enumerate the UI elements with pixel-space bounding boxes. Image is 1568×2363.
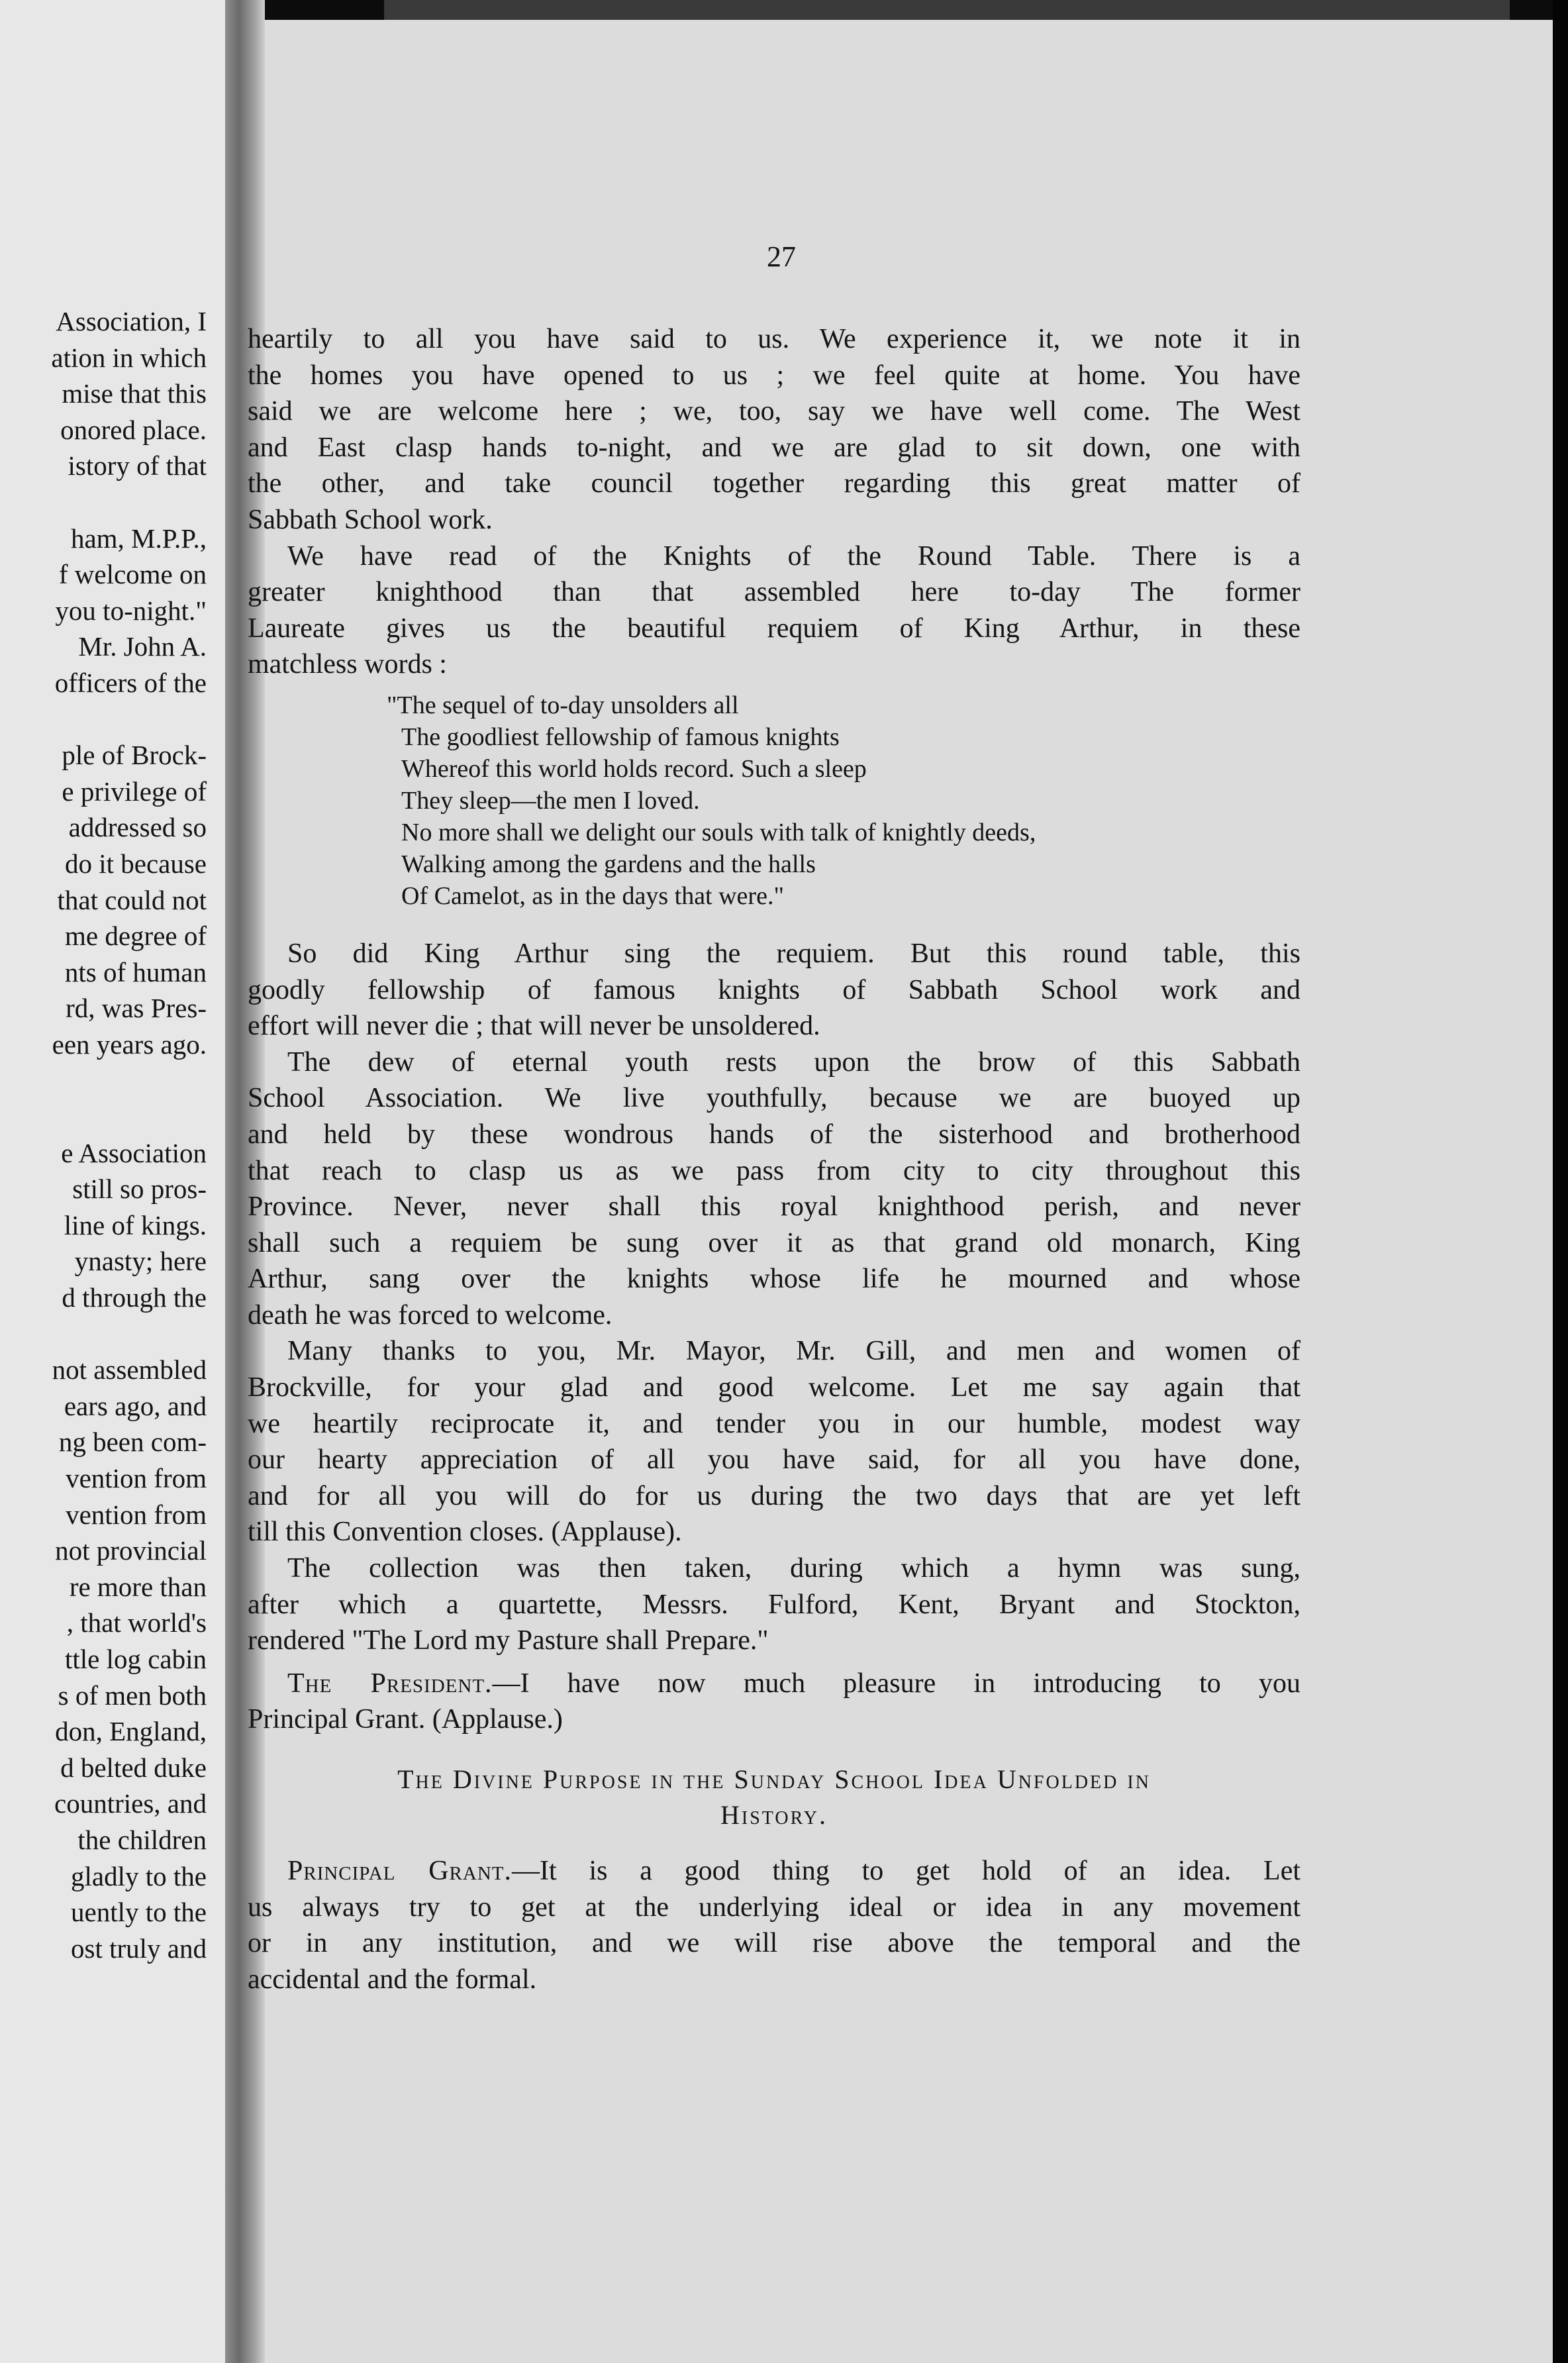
text-line: Many thanks to you, Mr. Mayor, Mr. Gill, and men and women of — [287, 1336, 1300, 1367]
previous-page-line: still so pros- — [72, 1174, 207, 1205]
previous-page-text — [0, 303, 207, 1966]
paragraph — [248, 936, 1300, 1044]
previous-page-line: re more than — [69, 1571, 207, 1602]
text-line: and for all you will do for us during the two days that are yet left — [248, 1480, 1300, 1511]
text-line — [248, 1853, 1300, 1889]
previous-page-line: vention from — [66, 1499, 207, 1530]
paragraph — [248, 1044, 1300, 1334]
text-line: till this Convention closes. (Applause). — [248, 1517, 682, 1548]
text-line: We have read of the Knights of the Round Table. There is a — [287, 540, 1300, 572]
previous-page-line: s of men both — [58, 1680, 207, 1711]
paragraph — [248, 1666, 1300, 1738]
text-line: matchless words : — [248, 649, 447, 680]
page-number: 27 — [767, 240, 796, 273]
verse-line: Walking among the gardens and the halls — [401, 850, 816, 878]
verse-line: Whereof this world holds record. Such a sleep — [401, 754, 867, 783]
text-line: shall such a requiem be sung over it as that grand old monarch, King — [248, 1227, 1300, 1258]
previous-page-line: not assembled — [52, 1354, 207, 1385]
previous-page-line — [0, 701, 207, 738]
previous-page-line: ation in which — [51, 342, 207, 373]
previous-page-line: d belted duke — [60, 1752, 207, 1783]
previous-page-line: line of kings. — [64, 1209, 207, 1240]
previous-page-line: rd, was Pres- — [66, 993, 207, 1024]
previous-page-line: don, England, — [55, 1716, 207, 1747]
previous-page-line: , that world's — [66, 1607, 207, 1638]
previous-page-fragment — [0, 0, 225, 2363]
previous-page-line: you to-night." — [55, 595, 207, 626]
previous-page-line: mise that this — [62, 378, 207, 409]
page-body — [248, 321, 1300, 1997]
text-line: after which a quartette, Messrs. Fulford, Kent, Bryant and Stockton, — [248, 1589, 1300, 1620]
previous-page-line: Mr. John A. — [78, 631, 207, 662]
heading-line: History. — [720, 1800, 828, 1830]
previous-page-line: ng been com- — [58, 1427, 207, 1458]
previous-page-line: countries, and — [54, 1788, 207, 1819]
verse-line: "The sequel of to-day unsolders all — [387, 691, 739, 719]
text-line: accidental and the formal. — [248, 1964, 537, 1995]
text-line: and held by these wondrous hands of the sisterhood and brotherhood — [248, 1119, 1300, 1150]
previous-page-line — [0, 1099, 207, 1135]
previous-page-line: me degree of — [65, 921, 207, 952]
text-line: Province. Never, never shall this royal knighthood perish, and never — [248, 1191, 1300, 1223]
previous-page-line: that could not — [57, 884, 207, 915]
text-line: So did King Arthur sing the requiem. But this round table, this — [287, 938, 1300, 969]
text-line: the homes you have opened to us ; we feel quite at home. You have — [248, 360, 1300, 391]
previous-page-line: een years ago. — [52, 1029, 207, 1060]
text-line: The dew of eternal youth rests upon the brow of this Sabbath — [287, 1046, 1300, 1078]
previous-page-line: uently to the — [71, 1897, 207, 1928]
verse-line: The goodliest fellowship of famous knights — [401, 723, 840, 751]
previous-page-line: ham, M.P.P., — [70, 523, 207, 554]
scan-right-edge — [1553, 0, 1568, 2363]
previous-page-line: nts of human — [64, 956, 207, 987]
speaker-name: The President. — [287, 1668, 493, 1699]
scan-top-edge — [384, 0, 1510, 23]
previous-page-line: Association, I — [56, 306, 207, 336]
text-line: effort will never die ; that will never be unsoldered. — [248, 1011, 820, 1042]
previous-page-line: ple of Brock- — [62, 740, 207, 771]
verse-line: No more shall we delight our souls with talk of knightly deeds, — [401, 818, 1036, 846]
verse-line: Of Camelot, as in the days that were." — [401, 881, 784, 910]
previous-page-line: addressed so — [68, 812, 207, 843]
text-line: greater knighthood than that assembled here to-day The former — [248, 577, 1300, 608]
text-line: heartily to all you have said to us. We experience it, we note it in — [248, 324, 1300, 354]
previous-page-line: f welcome on — [58, 559, 207, 590]
previous-page-line — [0, 1316, 207, 1352]
previous-page-line: officers of the — [54, 667, 207, 698]
text-line: we heartily reciprocate it, and tender you in our humble, modest way — [248, 1408, 1300, 1439]
text-line: Laureate gives us the beautiful requiem of King Arthur, in these — [248, 613, 1300, 644]
paragraph — [248, 1853, 1300, 1997]
previous-page-line — [0, 484, 207, 521]
previous-page-line: ears ago, and — [64, 1390, 207, 1421]
paragraph — [248, 1333, 1300, 1550]
text-fragment: —It is a good thing to get hold of an idea. Let — [512, 1856, 1301, 1886]
text-line: said we are welcome here ; we, too, say we have well come. The West — [248, 396, 1300, 427]
paragraph — [248, 538, 1300, 683]
text-line: The collection was then taken, during which a hymn was sung, — [287, 1553, 1300, 1584]
text-line: death he was forced to welcome. — [248, 1299, 612, 1331]
previous-page-line: vention from — [66, 1463, 207, 1493]
text-line — [248, 1666, 1300, 1702]
text-line: Brockville, for your glad and good welcome. Let me say again that — [248, 1372, 1300, 1403]
heading-line: The Divine Purpose in the Sunday School Idea Unfolded in — [397, 1764, 1151, 1794]
previous-page-line: ost truly and — [71, 1933, 207, 1964]
text-line: our hearty appreciation of all you have said, for all you have done, — [248, 1444, 1300, 1476]
previous-page-line: e Association — [61, 1137, 207, 1168]
text-line: Principal Grant. (Applause.) — [248, 1704, 563, 1735]
previous-page-line: istory of that — [68, 450, 207, 481]
previous-page-line: e privilege of — [62, 776, 207, 807]
verse-line: They sleep—the men I loved. — [401, 786, 700, 815]
text-line: Sabbath School work. — [248, 504, 493, 535]
previous-page-line: not provincial — [55, 1535, 207, 1566]
verse-quotation — [248, 683, 1300, 936]
text-fragment: —I have now much pleasure in introducing to you — [492, 1668, 1301, 1699]
previous-page-line: ttle log cabin — [64, 1643, 207, 1674]
previous-page-line: the children — [77, 1824, 207, 1855]
text-line: that reach to clasp us as we pass from city to city throughout this — [248, 1155, 1300, 1186]
text-line: and East clasp hands to-night, and we are glad to sit down, one with — [248, 432, 1300, 463]
section-heading — [248, 1762, 1300, 1833]
previous-page-line: gladly to the — [71, 1860, 207, 1891]
text-line: rendered "The Lord my Pasture shall Prepare." — [248, 1625, 769, 1656]
previous-page-line: onored place. — [60, 414, 207, 445]
paragraph — [248, 321, 1300, 538]
text-line: School Association. We live youthfully, because we are buoyed up — [248, 1083, 1300, 1114]
text-line: or in any institution, and we will rise above the temporal and the — [248, 1928, 1300, 1959]
text-line: the other, and take council together regarding this great matter of — [248, 468, 1300, 499]
speaker-name: Principal Grant. — [287, 1856, 512, 1886]
previous-page-line: do it because — [64, 848, 207, 879]
previous-page-line — [0, 1062, 207, 1099]
paragraph — [248, 1550, 1300, 1659]
text-line: us always try to get at the underlying ideal or idea in any movement — [248, 1891, 1300, 1923]
previous-page-line: d through the — [62, 1282, 207, 1313]
previous-page-line: ynasty; here — [74, 1246, 207, 1277]
text-line: Arthur, sang over the knights whose life he mourned and whose — [248, 1264, 1300, 1295]
text-line: goodly fellowship of famous knights of Sabbath School work and — [248, 974, 1300, 1005]
